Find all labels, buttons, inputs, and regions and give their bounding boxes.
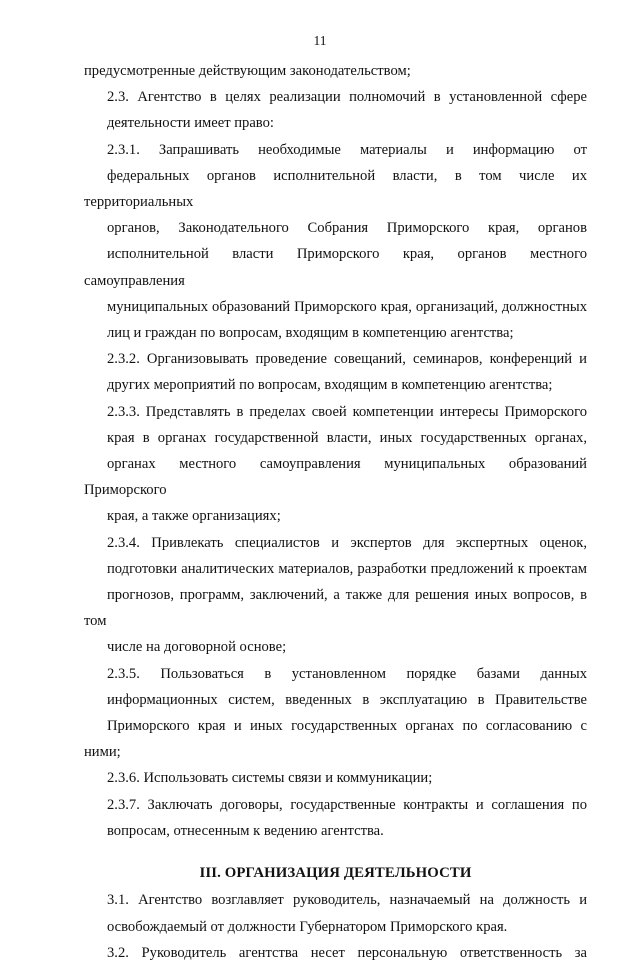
- paragraph-line: органах местного самоуправления муниципальных образований Приморского: [84, 456, 587, 499]
- paragraph-line: других мероприятий по вопросам, входящим в компетенцию агентства;: [107, 377, 553, 394]
- paragraph-line: 2.3.4. Привлекать специалистов и экспертов для экспертных оценок,: [107, 534, 587, 551]
- paragraph-line: органов, Законодательного Собрания Приморского края, органов: [107, 220, 587, 237]
- paragraph: [84, 58, 587, 84]
- paragraph-line: 2.3.6. Использовать системы связи и коммуникации;: [107, 770, 433, 787]
- paragraph-line: края, а также организациях;: [107, 508, 281, 525]
- paragraph-line: Приморского края и иных государственных органах по согласованию с ними;: [84, 718, 587, 761]
- paragraph-line: 3.2. Руководитель агентства несет персональную ответственность за: [107, 944, 587, 961]
- paragraph-line: прогнозов, программ, заключений, а также для решения иных вопросов, в том: [84, 587, 587, 630]
- paragraph-line: 2.3.1. Запрашивать необходимые материалы и информацию от: [107, 141, 587, 158]
- page-number: 11: [313, 33, 327, 48]
- paragraph-line: федеральных органов исполнительной власти, в том числе их территориальных: [84, 167, 587, 211]
- paragraph-line: числе на договорной основе;: [107, 639, 287, 656]
- paragraph: [84, 940, 587, 966]
- paragraph: [84, 84, 587, 136]
- paragraph-line: края в органах государственной власти, иных государственных органах,: [107, 429, 587, 446]
- paragraph: [84, 346, 587, 398]
- paragraph-line: 3.1. Агентство возглавляет руководитель, назначаемый на должность и: [107, 892, 587, 909]
- paragraph: [84, 661, 587, 766]
- paragraph: [84, 887, 587, 939]
- paragraph-line: 2.3.7. Заключать договоры, государственные контракты и соглашения по: [107, 796, 587, 813]
- paragraph-line: освобождаемый от должности Губернатором Приморского края.: [107, 918, 508, 935]
- paragraphs-list: [84, 58, 587, 844]
- paragraph-line: 2.3.2. Организовывать проведение совещаний, семинаров, конференций и: [107, 351, 587, 368]
- paragraph-line: 2.3.5. Пользоваться в установленном порядке базами данных: [107, 665, 587, 682]
- section-paragraphs-list: [84, 887, 587, 966]
- paragraph-line: информационных систем, введенных в эксплуатацию в Правительстве: [107, 691, 587, 708]
- paragraph-line: подготовки аналитических материалов, разработки предложений к проектам: [107, 560, 587, 577]
- paragraph-line: деятельности имеет право:: [107, 115, 274, 132]
- paragraph-line: предусмотренные действующим законодательством;: [84, 63, 411, 79]
- paragraph: [84, 137, 587, 347]
- paragraph-line: лиц и граждан по вопросам, входящим в компетенцию агентства;: [107, 325, 514, 342]
- paragraph: [84, 530, 587, 661]
- paragraph-line: муниципальных образований Приморского края, организаций, должностных: [107, 298, 587, 315]
- paragraph-line: вопросам, отнесенным к ведению агентства.: [107, 822, 384, 839]
- paragraph-line: исполнительной власти Приморского края, органов местного самоуправления: [84, 246, 587, 289]
- paragraph: [84, 792, 587, 844]
- paragraph: [84, 399, 587, 530]
- section-title: III. ОРГАНИЗАЦИЯ ДЕЯТЕЛЬНОСТИ: [199, 865, 472, 882]
- paragraph-line: 2.3. Агентство в целях реализации полномочий в установленной сфере: [107, 89, 587, 106]
- paragraph-line: 2.3.3. Представлять в пределах своей компетенции интересы Приморского: [107, 403, 587, 420]
- paragraph: [84, 765, 587, 791]
- document-body: [84, 58, 587, 966]
